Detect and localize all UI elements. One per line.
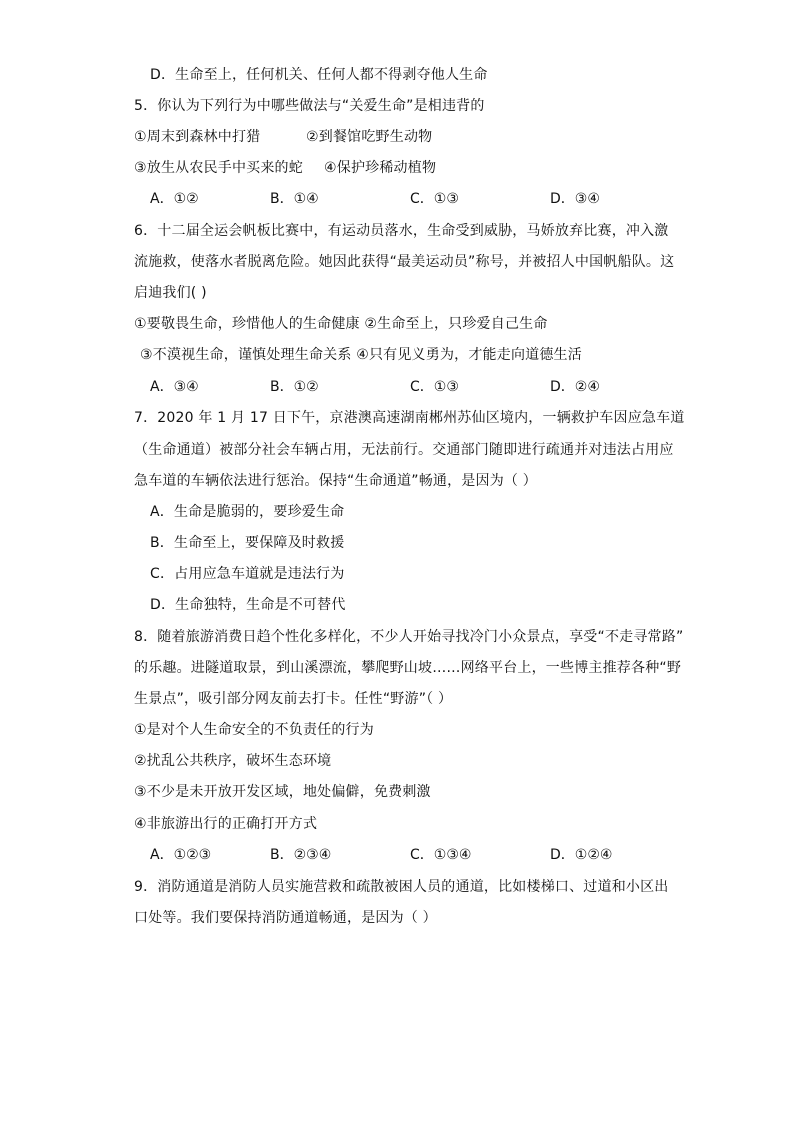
q8-option-d: D．①②④ xyxy=(550,847,613,863)
q5-option-b: B．①④ xyxy=(270,191,319,207)
q6-option-a: A．③④ xyxy=(150,379,199,395)
q5-option-d: D．③④ xyxy=(550,191,600,207)
q5-option-c: C．①③ xyxy=(410,191,459,207)
q7-option-b: B．生命至上，要保障及时救援 xyxy=(150,535,345,551)
q8-item-1: ①是对个人生命安全的不负责任的行为 xyxy=(134,722,374,738)
q5-item-4: ④保护珍稀动植物 xyxy=(324,160,437,176)
q6-items-1-2: ①要敬畏生命，珍惜他人的生命健康 ②生命至上，只珍爱自己生命 xyxy=(134,316,548,332)
q6-option-b: B．①② xyxy=(270,379,319,395)
q7-option-c: C．占用应急车道就是违法行为 xyxy=(150,566,345,582)
q8-item-4: ④非旅游出行的正确打开方式 xyxy=(134,816,318,832)
q8-stem-line2: 的乐趣。进隧道取景，到山溪漂流，攀爬野山坡……网络平台上，一些博主推荐各种“野 xyxy=(134,660,682,676)
q5-stem: 5．你认为下列行为中哪些做法与“关爱生命”是相违背的 xyxy=(134,98,485,114)
q7-stem-line1: 7．2020 年 1 月 17 日下午，京港澳高速湖南郴州苏仙区境内，一辆救护车因应急车道 xyxy=(134,410,685,426)
q4-option-d: D．生命至上，任何机关、任何人都不得剥夺他人生命 xyxy=(150,67,488,83)
q5-item-3: ③放生从农民手中买来的蛇 xyxy=(134,160,303,176)
q5-item-1: ①周末到森林中打猎 xyxy=(134,129,261,145)
q6-option-c: C．①③ xyxy=(410,379,459,395)
q6-stem-line1: 6．十二届全运会帆板比赛中，有运动员落水，生命受到威胁，马娇放弃比赛，冲入激 xyxy=(134,223,669,239)
q5-item-2: ②到餐馆吃野生动物 xyxy=(306,129,433,145)
q6-stem-line2: 流施救，使落水者脱离危险。她因此获得“最美运动员”称号，并被招人中国帆船队。这 xyxy=(134,254,675,270)
q8-stem-line1: 8．随着旅游消费日趋个性化多样化，不少人开始寻找冷门小众景点，享受“不走寻常路” xyxy=(134,629,684,645)
q9-stem-line1: 9．消防通道是消防人员实施营救和疏散被困人员的通道，比如楼梯口、过道和小区出 xyxy=(134,879,669,895)
q8-item-2: ②扰乱公共秩序，破坏生态环境 xyxy=(134,753,332,769)
q8-option-b: B．②③④ xyxy=(270,847,332,863)
q7-option-a: A．生命是脆弱的，要珍爱生命 xyxy=(150,504,345,520)
q6-items-3-4: ③不漠视生命，谨慎处理生命关系 ④只有见义勇为，才能走向道德生活 xyxy=(140,347,582,363)
q5-option-a: A．①② xyxy=(150,191,199,207)
q7-stem-line2: （生命通道）被部分社会车辆占用，无法前行。交通部门随即进行疏通并对违法占用应 xyxy=(134,442,674,458)
q8-item-3: ③不少是未开放开发区域，地处偏僻，免费刺激 xyxy=(134,784,431,800)
q6-stem-line3: 启迪我们( ) xyxy=(134,285,207,301)
q6-option-d: D．②④ xyxy=(550,379,600,395)
q8-stem-line3: 生景点”，吸引部分网友前去打卡。任性“野游”（ ） xyxy=(134,691,453,707)
q9-stem-line2: 口处等。我们要保持消防通道畅通，是因为（ ） xyxy=(134,910,437,926)
q7-stem-line3: 急车道的车辆依法进行惩治。保持“生命通道”畅通，是因为（ ） xyxy=(134,473,537,489)
q8-option-c: C．①③④ xyxy=(410,847,472,863)
q7-option-d: D．生命独特，生命是不可替代 xyxy=(150,597,346,613)
q8-option-a: A．①②③ xyxy=(150,847,212,863)
